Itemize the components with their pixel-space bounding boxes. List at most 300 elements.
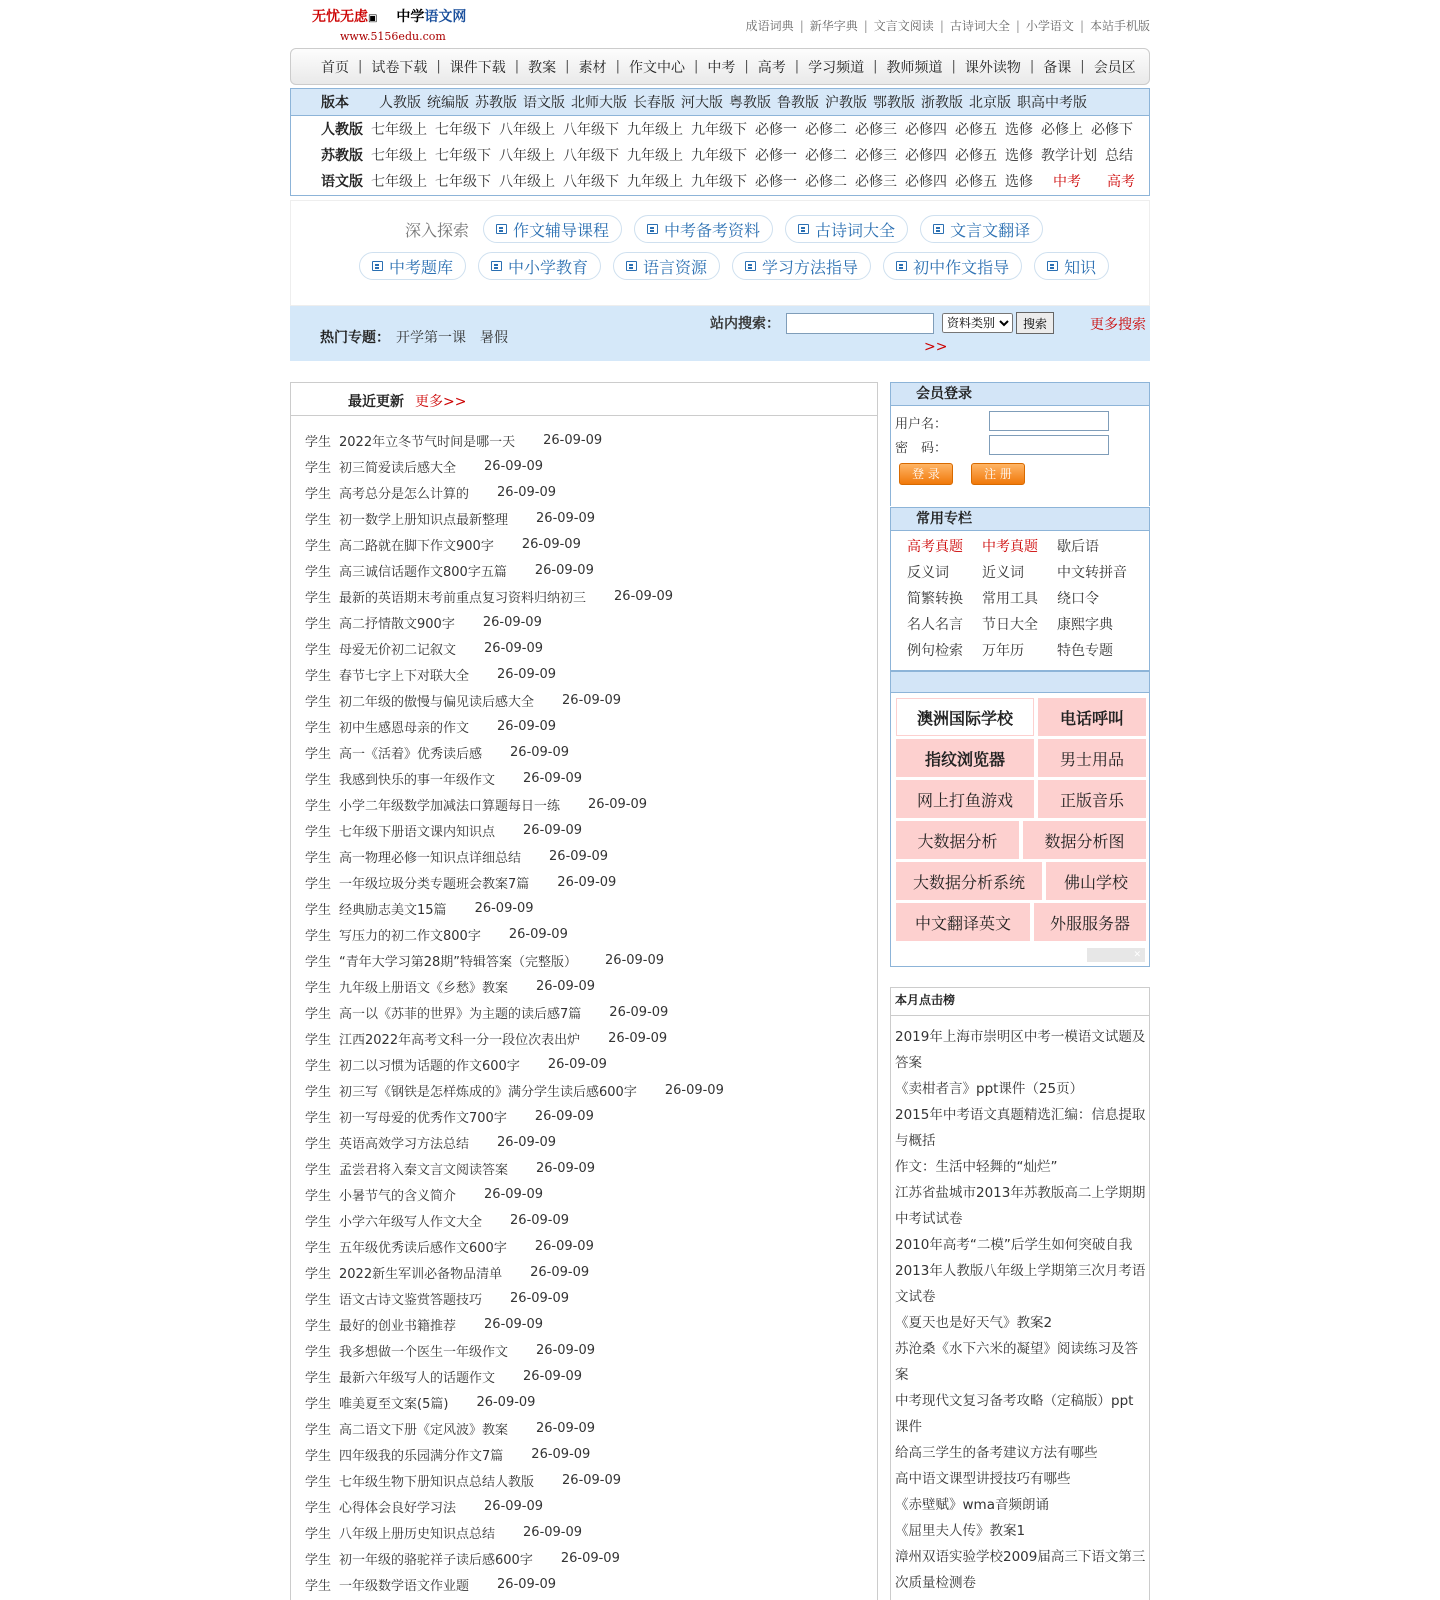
version-link[interactable]: 河大版 <box>681 95 723 111</box>
separator: | <box>799 19 804 33</box>
list-item-date: 26-09-09 <box>484 1316 544 1332</box>
column-link[interactable]: 近义词 <box>982 565 1024 581</box>
list-item-tag: 学生 <box>305 954 332 970</box>
list-item-tag: 学生 <box>305 1448 332 1464</box>
rank-item[interactable]: 苏沧桑《水下六米的凝望》阅读练习及答 <box>895 1341 1138 1357</box>
ad-link[interactable]: 大数据分析系统 <box>896 862 1042 900</box>
site-logo[interactable] <box>312 6 482 44</box>
column-link[interactable]: 高考真题 <box>907 539 963 555</box>
list-item <box>305 1441 724 1467</box>
rank-item[interactable]: 漳州双语实验学校2009届高三下语文第三 <box>895 1549 1146 1565</box>
explore-pill[interactable] <box>920 215 1043 243</box>
list-item-title[interactable]: 母爱无价初二记叙文 <box>339 642 457 658</box>
rank-item[interactable]: 江苏省盐城市2013年苏教版高二上学期期 <box>895 1185 1146 1201</box>
list-item <box>305 427 724 453</box>
ad-link[interactable]: 中文翻译英文 <box>896 903 1030 941</box>
category-select[interactable] <box>942 313 1013 333</box>
grade-link[interactable]: 八年级上 <box>499 122 555 138</box>
list-item-date: 26-09-09 <box>523 1524 583 1540</box>
rank-item[interactable]: 2019年上海市崇明区中考一模语文试题及 <box>895 1029 1146 1045</box>
column-link[interactable]: 中文转拼音 <box>1057 565 1127 581</box>
grade-link[interactable]: 九年级下 <box>691 148 747 164</box>
version-link[interactable]: 北京版 <box>969 95 1011 111</box>
version-link[interactable]: 鲁教版 <box>777 95 819 111</box>
grade-link[interactable]: 九年级上 <box>627 122 683 138</box>
grade-link[interactable]: 必修三 <box>855 148 897 164</box>
explore-pill-label: 中考题库 <box>389 257 454 277</box>
list-item <box>305 791 724 817</box>
grade-link[interactable]: 必修一 <box>755 174 797 190</box>
ad-link[interactable]: 外服服务器 <box>1034 903 1146 941</box>
list-item-title[interactable]: 江西2022年高考文科一分一段位次表出炉 <box>339 1032 581 1048</box>
list-item-date: 26-09-09 <box>536 978 596 994</box>
list-item <box>305 1389 724 1415</box>
logo-url: www.5156edu.com <box>340 30 446 43</box>
ad-link[interactable]: 数据分析图 <box>1023 821 1146 859</box>
list-item-tag: 学生 <box>305 1240 332 1256</box>
grade-link[interactable]: 八年级上 <box>499 148 555 164</box>
list-item <box>305 1129 724 1155</box>
list-item <box>305 479 724 505</box>
grade-link[interactable]: 必修一 <box>755 148 797 164</box>
document-icon <box>626 261 637 271</box>
list-item-tag: 学生 <box>305 1318 332 1334</box>
list-item <box>305 1285 724 1311</box>
list-item <box>305 843 724 869</box>
explore-pill[interactable] <box>634 215 773 243</box>
ad-link[interactable]: 正版音乐 <box>1038 780 1146 818</box>
explore-pill[interactable] <box>785 215 908 243</box>
list-item-date: 26-09-09 <box>609 1004 669 1020</box>
list-item-date: 26-09-09 <box>562 692 622 708</box>
list-item <box>305 1493 724 1519</box>
more-search-arrow[interactable]: >> <box>924 339 948 355</box>
search-input[interactable] <box>786 313 934 334</box>
rank-item[interactable]: 作文：生活中轻舞的“灿烂” <box>895 1159 1058 1175</box>
grade-link[interactable]: 必修上 <box>1041 122 1083 138</box>
nav-item[interactable]: 课外读物 <box>964 59 1021 76</box>
list-item-title[interactable]: 心得体会良好学习法 <box>339 1500 457 1516</box>
list-item-title[interactable]: 高二路就在脚下作文900字 <box>339 538 494 554</box>
recent-updates-title: 最近更新 <box>348 394 404 410</box>
ad-link[interactable]: 佛山学校 <box>1046 862 1146 900</box>
version-row-name: 人教版 <box>321 122 363 138</box>
list-item <box>305 1155 724 1181</box>
list-item <box>305 687 724 713</box>
ad-link[interactable]: 男士用品 <box>1038 739 1146 777</box>
rank-item[interactable]: 2010年高考“二模”后学生如何突破自我 <box>895 1237 1133 1253</box>
list-item <box>305 1363 724 1389</box>
grade-link[interactable]: 必修五 <box>955 148 997 164</box>
explore-pill[interactable] <box>613 252 720 280</box>
column-link[interactable]: 歇后语 <box>1057 539 1099 555</box>
recent-more-link[interactable]: 更多>> <box>415 394 467 410</box>
list-item-date: 26-09-09 <box>508 926 568 942</box>
login-button[interactable]: 登 录 <box>899 463 953 485</box>
list-item-tag: 学生 <box>305 902 332 918</box>
list-item-title[interactable]: 初三写《钢铁是怎样炼成的》满分学生读后感600字 <box>339 1084 637 1100</box>
list-item-title[interactable]: 高一以《苏菲的世界》为主题的读后感7篇 <box>339 1006 582 1022</box>
document-icon <box>647 224 658 234</box>
explore-pill-label: 作文辅导课程 <box>513 220 610 240</box>
rank-item[interactable]: 2015年中考语文真题精选汇编：信息提取 <box>895 1107 1146 1123</box>
list-item-tag: 学生 <box>305 1006 332 1022</box>
grade-link[interactable]: 必修二 <box>805 174 847 190</box>
explore-pill[interactable] <box>483 215 622 243</box>
rank-item[interactable]: 课件 <box>895 1419 922 1435</box>
rank-item[interactable]: 中考现代文复习备考攻略（定稿版）ppt <box>895 1393 1134 1409</box>
version-link[interactable]: 长春版 <box>633 95 675 111</box>
list-item-title[interactable]: 2022年立冬节气时间是哪一天 <box>339 434 516 450</box>
grade-link[interactable]: 必修四 <box>905 174 947 190</box>
version-link[interactable]: 粤教版 <box>729 95 771 111</box>
rank-item[interactable]: 文试卷 <box>895 1289 936 1305</box>
top-links <box>746 17 1150 34</box>
list-item-title[interactable]: 初一数学上册知识点最新整理 <box>339 512 509 528</box>
list-item-date: 26-09-09 <box>484 640 544 656</box>
explore-pill[interactable] <box>732 252 871 280</box>
rank-item[interactable]: 《赤壁赋》wma音频朗诵 <box>895 1497 1049 1513</box>
ad-link[interactable]: 网上打鱼游戏 <box>896 780 1034 818</box>
version-link[interactable]: 沪教版 <box>825 95 867 111</box>
nav-item[interactable]: 课件下载 <box>449 59 506 76</box>
nav-item[interactable]: 会员区 <box>1093 59 1136 76</box>
grade-link[interactable]: 九年级上 <box>627 174 683 190</box>
list-item-title[interactable]: 春节七字上下对联大全 <box>339 668 470 684</box>
separator: | <box>939 19 944 33</box>
list-item-title[interactable]: 七年级生物下册知识点总结人教版 <box>339 1474 535 1490</box>
list-item-title[interactable]: 一年级垃圾分类专题班会教案7篇 <box>339 876 530 892</box>
list-item-title[interactable]: 初三简爱读后感大全 <box>339 460 457 476</box>
list-item <box>305 1025 724 1051</box>
grade-link[interactable]: 七年级下 <box>435 148 491 164</box>
list-item-title[interactable]: 初二以习惯为话题的作文600字 <box>339 1058 520 1074</box>
column-link[interactable]: 简繁转换 <box>907 591 963 607</box>
ad-link[interactable]: 电话呼叫 <box>1038 698 1146 736</box>
column-link[interactable]: 例句检索 <box>907 643 963 659</box>
list-item-title[interactable]: 初中生感恩母亲的作文 <box>339 720 470 736</box>
list-item-tag: 学生 <box>305 1396 332 1412</box>
list-item-title[interactable]: 高二语文下册《定风波》教案 <box>339 1422 509 1438</box>
rank-item[interactable]: 2013年人教版八年级上学期第三次月考语 <box>895 1263 1146 1279</box>
ad-link[interactable]: 大数据分析 <box>896 821 1019 859</box>
document-icon <box>372 261 383 271</box>
list-item <box>305 869 724 895</box>
explore-pill[interactable] <box>1034 252 1109 280</box>
list-item <box>305 1051 724 1077</box>
rank-item[interactable]: 与概括 <box>895 1133 936 1149</box>
list-item-title[interactable]: 最好的创业书籍推荐 <box>339 1318 457 1334</box>
exam-link[interactable]: 高考 <box>1107 174 1135 190</box>
list-item-date: 26-09-09 <box>476 1394 536 1410</box>
list-item-title[interactable]: 我感到快乐的事一年级作文 <box>339 772 496 788</box>
list-item <box>305 505 724 531</box>
list-item-title[interactable]: 高三诚信话题作文800字五篇 <box>339 564 507 580</box>
grade-link[interactable]: 七年级上 <box>371 174 427 190</box>
list-item-tag: 学生 <box>305 694 332 710</box>
nav-item[interactable]: 作文中心 <box>628 59 685 76</box>
grade-link[interactable]: 七年级下 <box>435 122 491 138</box>
list-item-title[interactable]: 小暑节气的含义简介 <box>339 1188 457 1204</box>
list-item-tag: 学生 <box>305 1110 332 1126</box>
top-link[interactable]: 文言文阅读 <box>873 19 934 33</box>
top-link[interactable]: 新华字典 <box>809 19 858 33</box>
nav-separator: | <box>951 59 956 74</box>
list-item <box>305 947 724 973</box>
hot-topic-link[interactable]: 开学第一课 <box>396 330 466 346</box>
grade-link[interactable]: 七年级上 <box>371 122 427 138</box>
list-item-tag: 学生 <box>305 1084 332 1100</box>
nav-separator: | <box>873 59 878 74</box>
version-link[interactable]: 鄂教版 <box>873 95 915 111</box>
list-item-title[interactable]: 初一年级的骆驼祥子读后感600字 <box>339 1552 533 1568</box>
list-item-title[interactable]: 四年级我的乐园满分作文7篇 <box>339 1448 504 1464</box>
list-item-title[interactable]: 写压力的初二作文800字 <box>339 928 481 944</box>
list-item-title[interactable]: 经典励志美文15篇 <box>339 902 447 918</box>
grade-link[interactable]: 必修四 <box>905 148 947 164</box>
list-item-tag: 学生 <box>305 590 332 606</box>
version-link[interactable]: 苏教版 <box>475 95 517 111</box>
more-search-link[interactable]: 更多搜索 <box>1090 317 1146 333</box>
list-item-title[interactable]: 最新六年级写人的话题作文 <box>339 1370 496 1386</box>
list-item-tag: 学生 <box>305 538 332 554</box>
list-item-date: 26-09-09 <box>497 1134 557 1150</box>
list-item-tag: 学生 <box>305 824 332 840</box>
list-item-tag: 学生 <box>305 668 332 684</box>
list-item-title[interactable]: 我多想做一个医生一年级作文 <box>339 1344 509 1360</box>
version-link[interactable]: 统编版 <box>427 95 469 111</box>
list-item-date: 26-09-09 <box>534 1238 594 1254</box>
list-item-title[interactable]: 初一写母爱的优秀作文700字 <box>339 1110 507 1126</box>
version-link[interactable]: 职高中考版 <box>1017 95 1087 111</box>
document-icon <box>933 224 944 234</box>
list-item-title[interactable]: 高一《活着》优秀读后感 <box>339 746 483 762</box>
list-item-title[interactable]: 七年级下册语文课内知识点 <box>339 824 496 840</box>
list-item <box>305 1181 724 1207</box>
list-item-tag: 学生 <box>305 512 332 528</box>
column-link[interactable]: 反义词 <box>907 565 949 581</box>
rank-item[interactable]: 高中语文课型讲授技巧有哪些 <box>895 1471 1071 1487</box>
grade-link[interactable]: 必修二 <box>805 122 847 138</box>
rank-item[interactable]: 《屈里夫人传》教案1 <box>895 1523 1026 1539</box>
ad-close-icon[interactable]: ✕ <box>1087 948 1145 962</box>
nav-item[interactable]: 首页 <box>321 59 349 76</box>
list-item <box>305 1259 724 1285</box>
ad-link[interactable]: 澳洲国际学校 <box>896 698 1034 736</box>
list-item <box>305 661 724 687</box>
list-item-title[interactable]: 唯美夏至文案(5篇) <box>339 1396 449 1412</box>
list-item-title[interactable]: 高二抒情散文900字 <box>339 616 455 632</box>
hot-topic-link[interactable]: 暑假 <box>480 330 508 346</box>
column-link[interactable]: 康熙字典 <box>1057 617 1113 633</box>
version-label: 版本 <box>321 95 349 111</box>
grade-link[interactable]: 选修 <box>1005 148 1033 164</box>
list-item-tag: 学生 <box>305 1474 332 1490</box>
list-item-title[interactable]: 最新的英语期末考前重点复习资料归纳初三 <box>339 590 587 606</box>
ad-panel <box>890 671 1150 967</box>
list-item-title[interactable]: 九年级上册语文《乡愁》教案 <box>339 980 509 996</box>
list-item-title[interactable]: “青年大学习第28期”特辑答案（完整版） <box>339 954 578 970</box>
grade-link[interactable]: 必修三 <box>855 122 897 138</box>
grade-link[interactable]: 必修一 <box>755 122 797 138</box>
site-search <box>710 312 1054 334</box>
register-button[interactable]: 注 册 <box>971 463 1025 485</box>
grade-link[interactable]: 必修五 <box>955 122 997 138</box>
grade-link[interactable]: 七年级下 <box>435 174 491 190</box>
top-link[interactable]: 成语词典 <box>745 19 794 33</box>
list-item-title[interactable]: 高考总分是怎么计算的 <box>339 486 470 502</box>
column-link[interactable]: 特色专题 <box>1057 643 1113 659</box>
rank-item[interactable]: 次质量检测卷 <box>895 1575 976 1591</box>
column-link[interactable]: 节日大全 <box>982 617 1038 633</box>
grade-link[interactable]: 八年级上 <box>499 174 555 190</box>
rank-item[interactable]: 《夏天也是好天气》教案2 <box>895 1315 1053 1331</box>
nav-item[interactable]: 教师频道 <box>886 59 943 76</box>
list-item-date: 26-09-09 <box>482 614 542 630</box>
version-row-name: 苏教版 <box>321 148 363 164</box>
list-item-title[interactable]: 小学二年级数学加减法口算题每日一练 <box>339 798 561 814</box>
list-item-tag: 学生 <box>305 1032 332 1048</box>
nav-separator: | <box>565 59 570 74</box>
username-input[interactable] <box>989 411 1109 431</box>
grade-link[interactable]: 教学计划 <box>1041 148 1097 164</box>
column-link[interactable]: 万年历 <box>982 643 1024 659</box>
list-item-tag: 学生 <box>305 746 332 762</box>
document-icon <box>896 261 907 271</box>
nav-item[interactable]: 试卷下载 <box>371 59 428 76</box>
list-item-date: 26-09-09 <box>530 1264 590 1280</box>
list-item <box>305 1415 724 1441</box>
list-item-tag: 学生 <box>305 642 332 658</box>
list-item-title[interactable]: 一年级数学语文作业题 <box>339 1578 470 1594</box>
recent-updates-header <box>291 383 877 416</box>
password-label: 密 码： <box>895 441 948 456</box>
rank-item[interactable]: 中考试试卷 <box>895 1211 963 1227</box>
list-item-tag: 学生 <box>305 1370 332 1386</box>
rank-item[interactable]: 《卖柑者言》ppt课件（25页） <box>895 1081 1084 1097</box>
grade-link[interactable]: 总结 <box>1105 148 1133 164</box>
grade-link[interactable]: 必修四 <box>905 122 947 138</box>
top-link[interactable]: 本站手机版 <box>1089 19 1150 33</box>
rank-item[interactable]: 给高三学生的备考建议方法有哪些 <box>895 1445 1098 1461</box>
nav-item[interactable]: 中考 <box>707 59 736 76</box>
nav-separator: | <box>744 59 749 74</box>
list-item <box>305 1545 724 1571</box>
list-item <box>305 557 724 583</box>
list-item-tag: 学生 <box>305 1136 332 1152</box>
list-item-tag: 学生 <box>305 772 332 788</box>
list-item-tag: 学生 <box>305 1162 332 1178</box>
list-item-date: 26-09-09 <box>523 822 583 838</box>
list-item <box>305 921 724 947</box>
grade-link[interactable]: 九年级下 <box>691 122 747 138</box>
search-button[interactable]: 搜索 <box>1016 312 1054 334</box>
list-item-title[interactable]: 2022新生军训必备物品清单 <box>339 1266 503 1282</box>
column-link[interactable]: 名人名言 <box>907 617 963 633</box>
list-item-tag: 学生 <box>305 1552 332 1568</box>
list-item-date: 26-09-09 <box>560 1550 620 1566</box>
nav-item[interactable]: 高考 <box>757 59 786 76</box>
version-link[interactable]: 浙教版 <box>921 95 963 111</box>
grade-link[interactable]: 七年级上 <box>371 148 427 164</box>
password-input[interactable] <box>989 435 1109 455</box>
explore-pill[interactable] <box>883 252 1022 280</box>
recent-list <box>305 427 724 1597</box>
explore-pill-label: 文言文翻译 <box>950 220 1031 240</box>
ad-link[interactable]: 指纹浏览器 <box>896 739 1034 777</box>
login-title: 会员登录 <box>891 383 1149 406</box>
list-item-title[interactable]: 高一物理必修一知识点详细总结 <box>339 850 522 866</box>
list-item-title[interactable]: 八年级上册历史知识点总结 <box>339 1526 496 1542</box>
list-item-title[interactable]: 英语高效学习方法总结 <box>339 1136 470 1152</box>
grade-link[interactable]: 必修下 <box>1091 122 1133 138</box>
nav-item[interactable]: 素材 <box>578 59 607 76</box>
grade-link[interactable]: 必修五 <box>955 174 997 190</box>
grade-link[interactable]: 选修 <box>1005 122 1033 138</box>
version-link[interactable]: 北师大版 <box>571 95 627 111</box>
grade-link[interactable]: 必修二 <box>805 148 847 164</box>
grade-link[interactable]: 八年级下 <box>563 148 619 164</box>
nav-item[interactable]: 教案 <box>528 59 557 76</box>
list-item-date: 26-09-09 <box>523 1368 583 1384</box>
explore-pill[interactable] <box>359 252 466 280</box>
grade-link[interactable]: 九年级下 <box>691 174 747 190</box>
list-item-date: 26-09-09 <box>536 1420 596 1436</box>
grade-link[interactable]: 八年级下 <box>563 122 619 138</box>
column-link[interactable]: 绕口令 <box>1057 591 1099 607</box>
grade-link[interactable]: 八年级下 <box>563 174 619 190</box>
list-item-title[interactable]: 五年级优秀读后感作文600字 <box>339 1240 507 1256</box>
rank-item[interactable]: 案 <box>895 1367 909 1383</box>
version-row <box>291 142 1149 168</box>
list-item-tag: 学生 <box>305 1578 332 1594</box>
nav-item[interactable]: 备课 <box>1043 59 1072 76</box>
list-item-tag: 学生 <box>305 928 332 944</box>
list-item-tag: 学生 <box>305 850 332 866</box>
list-item-date: 26-09-09 <box>521 536 581 552</box>
list-item-tag: 学生 <box>305 1058 332 1074</box>
version-link[interactable]: 人教版 <box>379 95 421 111</box>
list-item <box>305 1233 724 1259</box>
exam-link[interactable]: 中考 <box>1053 174 1081 190</box>
column-link[interactable]: 中考真题 <box>982 539 1038 555</box>
version-link[interactable]: 语文版 <box>523 95 565 111</box>
list-item-date: 26-09-09 <box>523 770 583 786</box>
list-item <box>305 1337 724 1363</box>
grade-link[interactable]: 选修 <box>1005 174 1033 190</box>
list-item-title[interactable]: 语文古诗文鉴赏答题技巧 <box>339 1292 483 1308</box>
document-icon <box>1047 261 1058 271</box>
list-item-date: 26-09-09 <box>549 848 609 864</box>
rank-item[interactable]: 答案 <box>895 1055 922 1071</box>
column-link[interactable]: 常用工具 <box>982 591 1038 607</box>
columns-title: 常用专栏 <box>891 508 1149 531</box>
list-item-title[interactable]: 小学六年级写人作文大全 <box>339 1214 483 1230</box>
list-item-title[interactable]: 孟尝君将入秦文言文阅读答案 <box>339 1162 509 1178</box>
monthly-rank-panel <box>890 987 1150 1600</box>
document-icon <box>496 224 507 234</box>
list-item-tag: 学生 <box>305 1188 332 1204</box>
grade-link[interactable]: 必修三 <box>855 174 897 190</box>
top-link[interactable]: 古诗词大全 <box>949 19 1010 33</box>
nav-item[interactable]: 学习频道 <box>808 59 865 76</box>
list-item-date: 26-09-09 <box>510 744 570 760</box>
list-item <box>305 1467 724 1493</box>
top-link[interactable]: 小学语文 <box>1025 19 1074 33</box>
explore-pill[interactable] <box>478 252 601 280</box>
grade-link[interactable]: 九年级上 <box>627 148 683 164</box>
list-item-title[interactable]: 初二年级的傲慢与偏见读后感大全 <box>339 694 535 710</box>
